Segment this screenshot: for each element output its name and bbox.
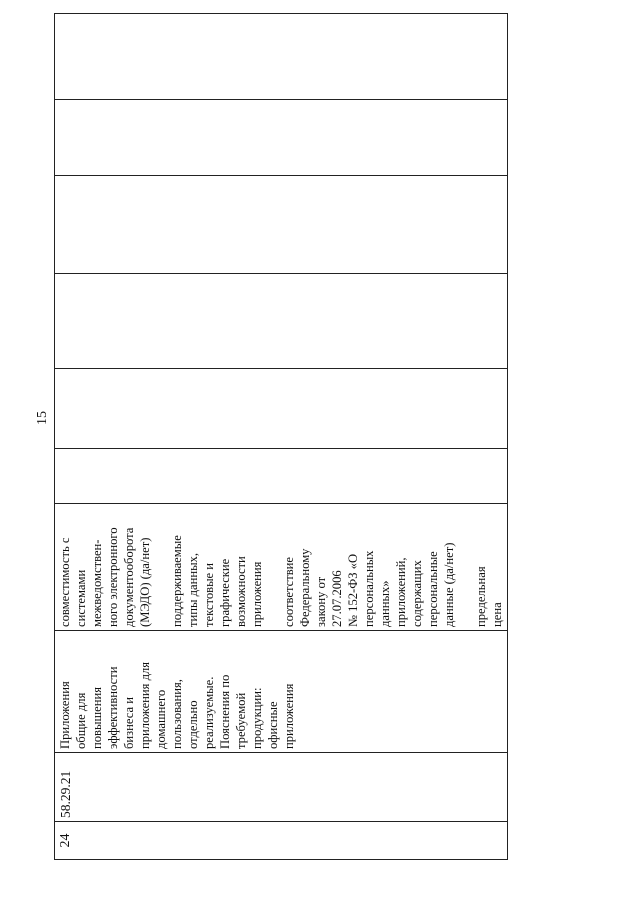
empty-cell — [55, 100, 508, 176]
empty-cell — [55, 14, 508, 100]
empty-cell — [55, 369, 508, 449]
row-number-cell: 24 — [55, 822, 508, 860]
rotated-table-container — [54, 14, 504, 860]
characteristic-price-limit: предельная цена — [474, 566, 504, 627]
empty-cell — [55, 449, 508, 504]
procurement-table — [54, 13, 508, 860]
characteristic-152fz: соответствие Федеральному закону от 27.07.2006 № 152-ФЗ «О персональных данных» приложений, содержащих персональные данные (да/нет) — [282, 542, 456, 627]
page-number: 15 — [35, 411, 50, 425]
characteristic-medo: совместимость с системами межведомствен- ного электронного документооборота (МЭДО) (да/нет) — [58, 527, 152, 627]
table-row — [55, 14, 508, 860]
empty-cell — [55, 176, 508, 274]
okpd-code-cell: 58.29.21 — [55, 753, 508, 822]
characteristic-data-types: поддерживаемые типы данных, текстовые и графические возможности приложения — [170, 535, 264, 627]
product-name-cell: Приложения общие для повышения эффективности бизнеса и приложения для домашнего пользования, отдельно реализуемые. Пояснения по требуемой продукции: офисные приложения — [55, 631, 508, 753]
characteristics-cell — [55, 504, 508, 631]
empty-cell — [55, 274, 508, 369]
